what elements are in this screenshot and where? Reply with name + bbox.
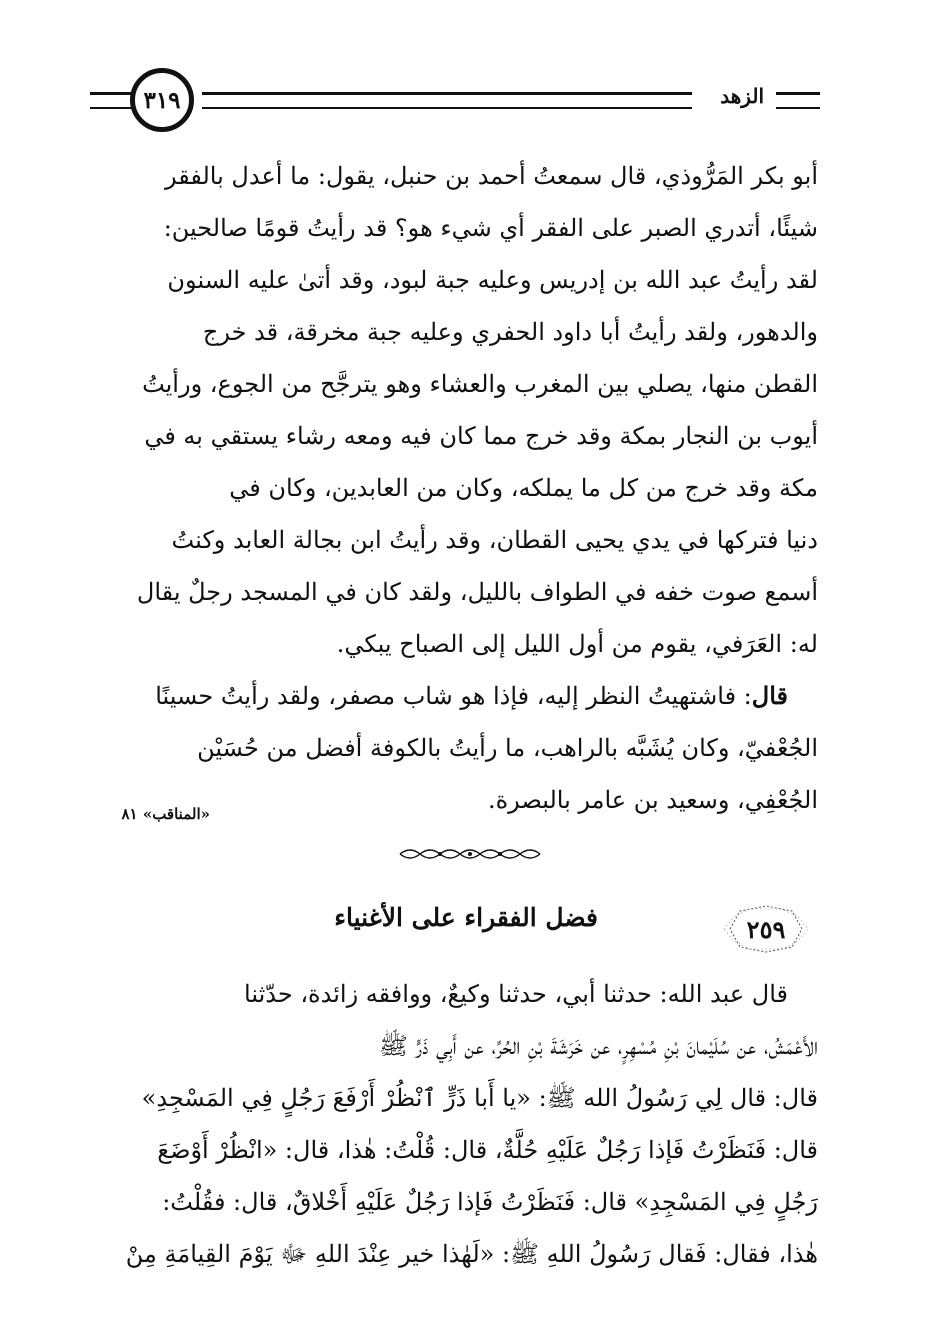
text-line: رَجُلٍ فِي المَسْجِدِ» قال: فَنَظَرْتُ فَإذا رَجُلٌ عَلَيْهِ أَخْلاقٌ، قال: فقُلْتُ: — [162, 1188, 818, 1216]
hadith-number-badge — [720, 903, 812, 955]
text-line: أبو بكر المَرُّوذي، قال سمعتُ أحمد بن حنبل، يقول: ما أعدل بالفقر — [164, 162, 818, 190]
text-line: قال: قال لِي رَسُولُ الله ﷺ: «يا أَبا ذَرٍّ ٱنْظُرْ أَرْفَعَ رَجُلٍ فِي المَسْجِدِ» — [141, 1084, 818, 1112]
text-line: والدهور، ولقد رأيتُ أبا داود الحفري وعليه جبة مخرقة، قد خرج — [202, 318, 818, 346]
text-line: القطن منها، يصلي بين المغرب والعشاء وهو يترجَّح من الجوع، ورأيتُ — [142, 370, 818, 398]
text-line: الأَعْمَشُ، عن سُلَيْمانَ بْنِ مُسْهِرٍ، عن خَرَشَةَ بْنِ الحُرِّ، عن أَبِي ذَرٍّ ﷺ — [378, 1032, 818, 1060]
header-rule-middle — [202, 92, 692, 109]
header-rule-left — [90, 92, 134, 109]
header-rule-right — [776, 92, 820, 109]
text-line: أسمع صوت خفه في الطواف بالليل، ولقد كان في المسجد رجلٌ يقال — [136, 578, 818, 606]
text-line: قال: فَنَظَرْتُ فَإذا رَجُلٌ عَلَيْهِ حُلَّةٌ، قال: قُلْتُ: هٰذا، قال: «انْظُرْ أَوْضَعَ — [157, 1136, 818, 1164]
text-line: شيئًا، أتدري الصبر على الفقر أي شيء هو؟ قد رأيتُ قومًا صالحين: — [163, 214, 818, 242]
hadith-number: ٢٥٩ — [746, 914, 786, 944]
text-line — [112, 670, 818, 722]
entry-259-text — [112, 968, 818, 1280]
text-line: أيوب بن النجار بمكة وقد خرج مما كان فيه ومعه رشاء يستقي به في — [144, 422, 818, 450]
text-line: لقد رأيتُ عبد الله بن إدريس وعليه جبة لبود، وقد أتىٰ عليه السنون — [167, 266, 818, 294]
text-line: دنيا فتركها في يدي يحيى القطان، وقد رأيتُ ابن بجالة العابد وكنتُ — [171, 526, 818, 554]
text-line: الجُعْفِي، وسعيد بن عامر بالبصرة. — [487, 786, 818, 814]
speaker-label: قال — [751, 681, 788, 710]
source-reference: «المناقب» ٨١ — [121, 805, 210, 823]
text-line: مكة وقد خرج من كل ما يملكه، وكان من العابدين، وكان في — [229, 474, 818, 502]
text-line: هٰذا، فقال: فَقال رَسُولُ اللهِ ﷺ: «لَهٰذا خير عِنْدَ اللهِ ﷻ يَوْمَ القِيامَةِ مِنْ — [125, 1240, 818, 1268]
text-fragment: : فاشتهيتُ النظر إليه، فإذا هو شاب مصفر، ولقد رأيتُ حسينًا — [155, 682, 752, 710]
divider-ornament — [395, 844, 545, 864]
section-title: فضل الفقراء على الأغنياء — [334, 903, 598, 932]
text-line: الجُعْفيّ، وكان يُشَبَّه بالراهب، ما رأيتُ بالكوفة أفضل من حُسَيْن — [197, 734, 818, 762]
running-title: الزهد — [714, 84, 770, 108]
text-line: قال عبد الله: حدثنا أبي، حدثنا وكيعٌ، ووافقه زائدة، حدّثنا — [244, 980, 788, 1008]
text-line: له: العَرَفي، يقوم من أول الليل إلى الصباح يبكي. — [336, 630, 818, 658]
page-number: ٣١٩ — [130, 68, 194, 132]
entry-258-text — [112, 150, 818, 826]
page-header — [90, 68, 820, 132]
